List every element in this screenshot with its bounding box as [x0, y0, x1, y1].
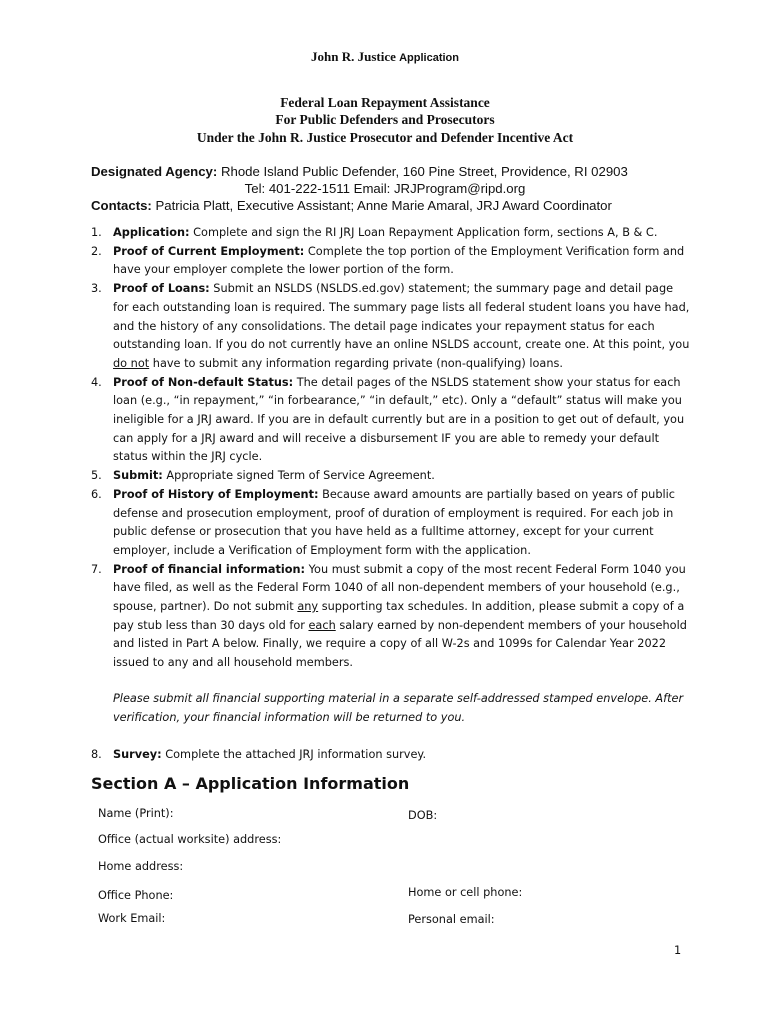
- dob-field-label: DOB:: [408, 809, 438, 822]
- section-a-title: Section A – Application Information: [91, 774, 410, 793]
- item-label: Submit:: [113, 469, 163, 483]
- office-address-field-label: Office (actual worksite) address:: [98, 833, 282, 846]
- item-text: Complete and sign the RI JRJ Loan Repayment Application form, sections A, B & C.: [189, 226, 658, 239]
- underlined-text: do not: [113, 356, 150, 370]
- personal-email-field-label: Personal email:: [408, 913, 495, 926]
- item-number: 7.: [91, 562, 102, 576]
- item-number: 6.: [91, 487, 102, 501]
- item-label: Survey:: [113, 748, 162, 761]
- item-number: 4.: [91, 375, 102, 389]
- item-number: 2.: [91, 244, 102, 258]
- item-label: Proof of History of Employment:: [113, 487, 319, 501]
- title-small: Application: [399, 52, 459, 64]
- financial-note: Please submit all financial supporting material in a separate self-addressed stamped envelope. After verification, your financial information will be returned to you.: [113, 692, 684, 724]
- underlined-text: each: [308, 618, 336, 632]
- page-number: 1: [674, 944, 682, 957]
- list-item: [91, 224, 691, 243]
- contacts: [91, 198, 612, 213]
- designated-agency: [91, 164, 628, 179]
- item-number: 1.: [91, 226, 102, 239]
- agency-value: Rhode Island Public Defender, 160 Pine Street, Providence, RI 02903: [217, 164, 628, 179]
- home-address-field-label: Home address:: [98, 860, 184, 873]
- home-phone-field-label: Home or cell phone:: [408, 886, 523, 899]
- item-text: Complete the attached JRJ information survey.: [161, 748, 427, 761]
- item-number: 3.: [91, 282, 102, 296]
- list-item: [91, 243, 691, 280]
- list-item: [91, 486, 691, 561]
- item-number: 8.: [91, 748, 102, 761]
- underlined-text: any: [297, 600, 319, 614]
- item-text: Complete the top portion of the Employment Verification form and have your employer complete the lower portion of the form.: [113, 244, 685, 277]
- list-item: [91, 374, 691, 468]
- office-phone-field-label: Office Phone:: [98, 889, 174, 902]
- item-text: Submit an NSLDS (NSLDS.ed.gov) statement; the summary page and detail page for each outstanding loan is required. The summary page lists all federal student loans you have had, and the history of any consolidations. The detail page indicates your repayment status for each outstanding loan. If you do not currently have an online NSLDS account, create one. At this point, you: [113, 282, 690, 352]
- list-item: [91, 280, 691, 374]
- item-label: Proof of Non-default Status:: [113, 375, 294, 389]
- item-text: salary earned by non-dependent members of your household and listed in Part A below. Finally, we require a copy of all W-2s and 1099s for Calendar Year 2022 issued to any and all household members.: [113, 618, 687, 670]
- contacts-value: Patricia Platt, Executive Assistant; Anne Marie Amaral, JRJ Award Coordinator: [151, 198, 612, 213]
- heading-line-1: Federal Loan Repayment Assistance: [280, 95, 490, 110]
- title-main: John R. Justice: [310, 49, 396, 64]
- list-item: [91, 467, 691, 486]
- item-text: The detail pages of the NSLDS statement show your status for each loan (e.g., “in repayment,” “in forbearance,” “in default,” etc). Only a “default” status will make you ineligible for a JRJ award. If you are in default currently but are in a position to get out of default, you can apply for a JRJ award and will receive a disbursement IF you are able to remedy your default status within the JRJ cycle.: [113, 375, 685, 464]
- item-text: have to submit any information regarding private (non-qualifying) loans.: [149, 356, 563, 370]
- item-text: Appropriate signed Term of Service Agreement.: [162, 469, 435, 483]
- agency-label: Designated Agency:: [91, 164, 218, 179]
- contacts-label: Contacts:: [91, 198, 152, 213]
- document-title: [0, 49, 770, 65]
- requirements-list: [91, 224, 691, 673]
- item-number: 5.: [91, 469, 102, 483]
- item-text: supporting tax schedules. In addition, please submit a copy of a pay stub less than 30 days old for: [113, 600, 685, 632]
- list-item: [91, 561, 691, 673]
- item-label: Proof of Current Employment:: [113, 244, 305, 258]
- heading-line-2: For Public Defenders and Prosecutors: [275, 112, 495, 127]
- work-email-field-label: Work Email:: [98, 912, 166, 925]
- name-field-label: Name (Print):: [98, 807, 174, 820]
- item-text: Because award amounts are partially based on years of public defense and prosecution employment, proof of duration of employment is required. For each job in public defense or prosecution that you have held as a fulltime attorney, except for your current employer, include a Verification of Employment form with the application.: [113, 487, 675, 557]
- agency-contact-line: Tel: 401-222-1511 Email: JRJProgram@ripd.org: [244, 181, 526, 196]
- item-text: You must submit a copy of the most recent Federal Form 1040 you have filed, as well as the Federal Form 1040 of all non-dependent members of your household (e.g., spouse, partner). Do not submit: [113, 562, 686, 614]
- item-label: Proof of financial information:: [113, 562, 306, 576]
- heading-line-3: Under the John R. Justice Prosecutor and Defender Incentive Act: [196, 130, 574, 145]
- item-label: Application:: [113, 226, 190, 239]
- survey-item: [91, 748, 426, 761]
- item-label: Proof of Loans:: [113, 282, 210, 296]
